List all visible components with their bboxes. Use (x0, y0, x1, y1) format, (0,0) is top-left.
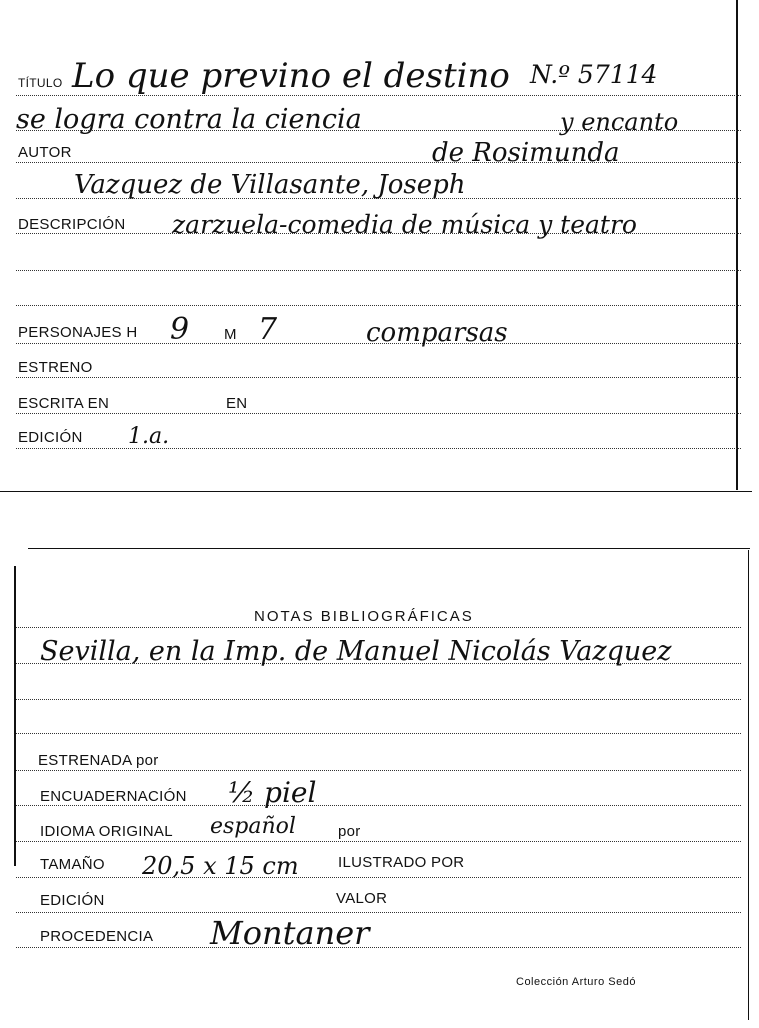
handwritten-title-line-2: se logra contra la ciencia (16, 104, 362, 135)
handwritten-encuadernacion: ½ piel (228, 776, 317, 809)
notes-line-4 (16, 733, 741, 734)
catalog-card-top (0, 0, 759, 500)
idioma-original-label: IDIOMA ORIGINAL (40, 823, 173, 840)
personajes-h-label: PERSONAJES H (18, 324, 138, 341)
tamano-label: TAMAÑO (40, 856, 105, 873)
handwritten-description: zarzuela-comedia de música y teatro (172, 210, 637, 239)
handwritten-title-line-1: Lo que previno el destino (72, 56, 510, 96)
collection-footer: Colección Arturo Sedó (516, 976, 636, 988)
card-right-border (736, 0, 738, 490)
notes-line-3 (16, 699, 741, 700)
handwritten-notes-line-1: Sevilla, en la Imp. de Manuel Nicolás Vazquez (40, 636, 672, 667)
procedencia-label: PROCEDENCIA (40, 928, 154, 945)
procedencia-line (16, 947, 741, 948)
description-line-2 (16, 270, 741, 271)
edicion-line-bottom (16, 912, 741, 913)
ilustrado-por-label: ILUSTRADO POR (338, 854, 465, 871)
handwritten-comparsas: comparsas (366, 318, 508, 348)
handwritten-author: Vazquez de Villasante, Joseph (74, 170, 466, 200)
catalog-card-bottom (0, 500, 759, 1028)
estreno-label: ESTRENO (18, 359, 93, 376)
blank-line (16, 305, 741, 306)
encuadernacion-line (16, 805, 741, 806)
idioma-por-label: por (338, 823, 361, 840)
handwritten-title-line-3: de Rosimunda (432, 138, 620, 168)
encuadernacion-label: ENCUADERNACIÓN (40, 788, 187, 805)
card-bottom-border (0, 491, 752, 492)
card-right-border (748, 550, 749, 1020)
card-top-border (28, 548, 750, 549)
edicion-line (16, 448, 741, 449)
descripcion-label: DESCRIPCIÓN (18, 216, 126, 233)
handwritten-number: N.º 57114 (530, 60, 658, 89)
handwritten-personajes-h: 9 (170, 312, 190, 347)
estrenada-por-label: ESTRENADA por (38, 752, 159, 769)
personajes-m-label: M (224, 326, 237, 343)
en-label: EN (226, 395, 248, 412)
escrita-en-label: ESCRITA EN (18, 395, 110, 412)
author-line (16, 162, 741, 163)
escrita-line (16, 413, 741, 414)
estrenada-line (16, 770, 741, 771)
edicion-label-bottom: EDICIÓN (40, 892, 105, 909)
valor-label: VALOR (336, 890, 388, 907)
handwritten-edicion: 1.a. (128, 424, 170, 449)
notas-bibliograficas-heading: NOTAS BIBLIOGRÁFICAS (254, 608, 474, 625)
autor-label: AUTOR (18, 144, 72, 161)
notes-line-1 (16, 627, 741, 628)
handwritten-title-line-2-end: y encanto (560, 108, 679, 136)
titulo-label: TÍTULO (18, 76, 63, 90)
handwritten-personajes-m: 7 (258, 312, 278, 347)
idioma-line (16, 841, 741, 842)
handwritten-idioma: español (210, 814, 296, 839)
handwritten-tamano: 20,5 x 15 cm (142, 852, 299, 880)
handwritten-procedencia: Montaner (210, 914, 370, 952)
edicion-label: EDICIÓN (18, 429, 83, 446)
tamano-line (16, 877, 741, 878)
card-left-border (14, 566, 16, 866)
estreno-line (16, 377, 741, 378)
